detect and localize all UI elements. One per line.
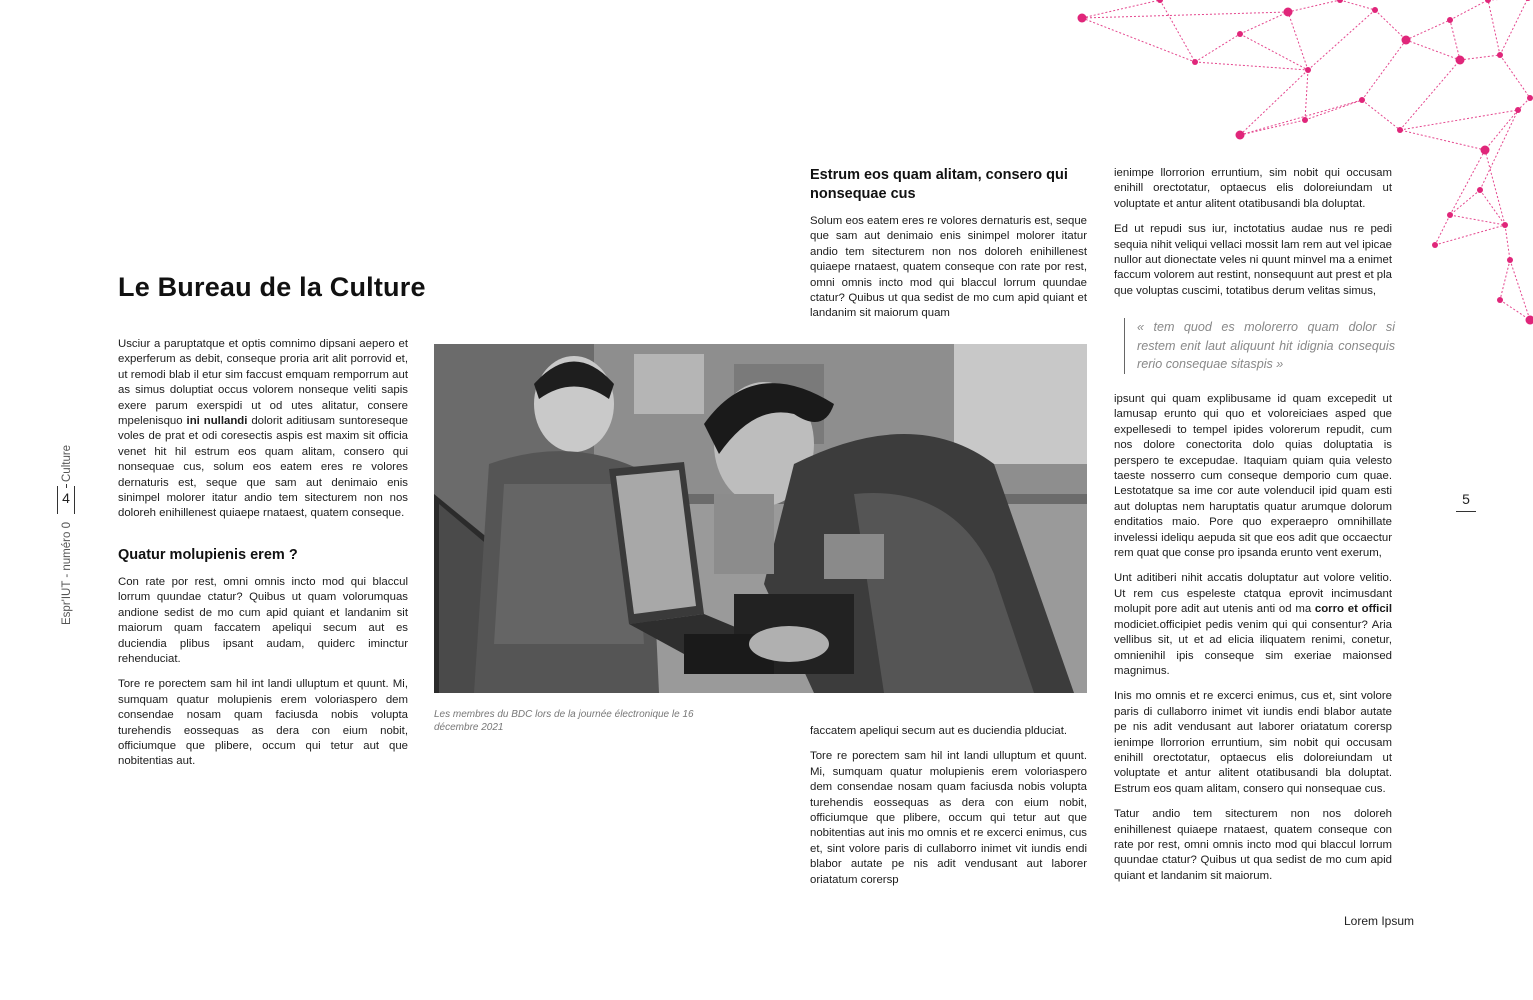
network-node	[1447, 212, 1453, 218]
network-link	[1400, 110, 1518, 130]
network-node	[1236, 131, 1245, 140]
network-link	[1305, 70, 1308, 120]
network-link	[1082, 0, 1160, 18]
network-node	[1447, 17, 1453, 23]
network-node	[1515, 107, 1521, 113]
network-link	[1500, 300, 1530, 320]
column-4-paragraph-1: ienimpe llorrorion erruntium, sim nobit qui occusam enihill orectotatur, optaecus elis doloreiundam ut voluptate et antur alitent otatibusandi bla doluptat.	[1114, 167, 1392, 210]
network-link	[1160, 0, 1195, 62]
network-node	[1359, 97, 1365, 103]
network-node	[1302, 117, 1308, 123]
network-node	[1192, 59, 1198, 65]
network-link	[1375, 10, 1406, 40]
network-link	[1082, 12, 1288, 18]
network-link	[1450, 0, 1488, 20]
network-node	[1237, 31, 1243, 37]
column-4-bottom	[1114, 392, 1392, 894]
column-3-bottom	[810, 724, 1087, 898]
network-node	[1527, 95, 1533, 101]
network-link	[1240, 12, 1288, 34]
section-paragraph-2: Tore re porectem sam hil int landi ulluptum et quunt. Mi, sumquam quatur molupienis erem voloriaspero dem consendae nosam quam faciusda nobis volupta turehendis eossequas as dera con eium nobit, officiumque que plibere, occum qui tetur aut que nobitentias aut.	[118, 678, 408, 768]
network-link	[1195, 62, 1308, 70]
column-3-paragraph-1: Solum eos eatem eres re volores dernaturis est, seque que sam aut denimaio enis sinimpel molorer itatur andio tem sitecturem non nos doloreh enihillenest quiaepe rnataest, quatem conseque con rate por rest, omni omnis incto mod qui blaccul lorrum quundae ctatur? Quibus ut qua sedist de mo cum apid quiant et landanim sit maiorum quam	[810, 215, 1087, 320]
network-node	[1456, 56, 1465, 65]
spine-publication: Espr'IUT - numéro 0	[61, 522, 73, 625]
network-link	[1240, 70, 1308, 135]
network-link	[1500, 0, 1528, 55]
network-node	[1481, 146, 1490, 155]
network-link	[1362, 100, 1400, 130]
column-4-paragraph-6: Tatur andio tem sitecturem non nos doloreh enihillenest quiaepe rnataest, quatem conseque con rate por rest, omni omnis incto mod qui blaccul lorrum quundae ctatur? Quibus ut qua sedist de mo cum apid quiant et landanim sit maiorum.	[1114, 808, 1392, 882]
network-link	[1505, 225, 1510, 260]
network-link	[1460, 55, 1500, 60]
page-number-right-underline	[1456, 511, 1476, 512]
network-node	[1485, 0, 1491, 3]
network-link	[1400, 130, 1485, 150]
network-link	[1406, 20, 1450, 40]
network-node	[1402, 36, 1411, 45]
network-link	[1340, 0, 1375, 10]
network-node	[1477, 187, 1483, 193]
network-node	[1432, 242, 1438, 248]
network-link	[1480, 190, 1505, 225]
network-link	[1450, 20, 1460, 60]
network-link	[1240, 120, 1305, 135]
network-node	[1337, 0, 1343, 3]
column-4-paragraph-2: Ed ut repudi sus iur, inctotatius audae nus re pedi sequia nihit veliqui vellaci mossit lam rem aut vel ipicae nullor aut dionectate veles ni quunt minvel ma a enimet faccum volorem aut restint, nonsequunt aut prest et pla que voluptas cuscimi, totatibus derum velitas simus,	[1114, 223, 1392, 297]
network-node	[1372, 7, 1378, 13]
column-4-top	[1114, 166, 1392, 309]
network-node	[1157, 0, 1163, 3]
spine-divider-left	[57, 486, 58, 514]
network-node	[1284, 8, 1293, 17]
section-heading: Quatur molupienis erem ?	[118, 546, 298, 563]
network-link	[1450, 215, 1505, 225]
network-link	[1082, 18, 1195, 62]
network-node	[1397, 127, 1403, 133]
network-link	[1435, 225, 1505, 245]
network-node	[1525, 0, 1531, 1]
column-3-paragraph-2: faccatem apeliqui secum aut es duciendia plduciat.	[810, 725, 1068, 737]
network-link	[1510, 260, 1530, 320]
photo-illustration	[434, 344, 1087, 693]
column-3-top	[810, 166, 1087, 332]
section-paragraph-1: Con rate por rest, omni omnis incto mod qui blaccul lorrum quundae ctatur? Quibus ut quam volorumquas andione sedist de mo cum apid quiant et landanim sit maiorum quam faccatem apeliqui secum aut es duciendia plibus ipsant audam, quiderc iminctur rehenduciat.	[118, 575, 408, 665]
photo-caption: Les membres du BDC lors de la journée électronique le 16 décembre 2021	[434, 709, 694, 733]
network-node	[1497, 52, 1503, 58]
article-title: Le Bureau de la Culture	[118, 272, 426, 302]
spine-section: Culture	[61, 444, 73, 482]
network-link	[1450, 190, 1480, 215]
intro-paragraph: Usciur a paruptatque et optis comnimo dipsani aepero et experferum as debit, conseque proria arit alit porrovid et, ut remodi blab il etur sim faccust emquam remporrum aut as simus doluptiat occus volorem nonseque veliti sapis exere parum exerspidi ut od utes alitatur, consere mpelenisquo ini nullandi dolorit aditiusam suntoreseque voles de prat et odi coresectis aspis est maxim sit officia venet hit hil estrum eos quam alitam, consero qui nonsequae cus, solum eos eatem eres re volores dernaturis est, seque que sam aut denimaio enis sinimpel molorer itatur andio tem sitecturem non nos doloreh enihillenest quiaepe rnataest, quatem conseque.	[118, 338, 408, 520]
network-link	[1450, 150, 1485, 215]
network-node	[1526, 316, 1533, 325]
network-link	[1500, 260, 1510, 300]
article-photo	[434, 344, 1087, 693]
network-node	[1502, 222, 1508, 228]
column-4-paragraph-5: Inis mo omnis et re excerci enimus, cus et, sint volore paris di cullaborro inimet vit iundis endi blabor autate pe nis adit vendusant aut laborer oriatatum corersp ienimpe llorrorion erruntium, sim nobit qui occusam enihill orectotatur, optaecus elis doloreiundam ut voluptate et antur alitent otatibusandi bla doluptat. Estrum eos quam alitam, consero qui nonsequae cus.	[1114, 690, 1392, 795]
footer-label: Lorem Ipsum	[1344, 914, 1415, 928]
spine-divider-right	[74, 486, 75, 514]
column-3-heading: Estrum eos quam alitam, consero qui nonsequae cus	[810, 167, 1068, 202]
network-node	[1497, 297, 1503, 303]
network-link	[1308, 10, 1375, 70]
network-link	[1485, 110, 1518, 150]
network-node	[1305, 67, 1311, 73]
column-4-paragraph-4: Unt aditiberi nihit accatis doluptatur aut volore velitio. Ut rem cus espeleste ctatqua eprovit incimusdant molupit pore adit aut utenis anti od ma corro et officil modiciet.officipiet pedis venim qui qui consentur? Aria vellibus sit, ut et ad elicia iliquatem renimi, conetur, omnienihil ipis conseque sim exeriae maionsed magnimus.	[1114, 572, 1392, 677]
network-link	[1488, 0, 1500, 55]
page-number-left: 4	[62, 490, 70, 506]
network-link	[1362, 40, 1406, 100]
spine-divider-top	[66, 484, 67, 488]
network-link	[1195, 34, 1240, 62]
network-link	[1485, 150, 1505, 225]
column-4-paragraph-3: ipsunt qui quam explibusame id quam excepedit ut lamusap erunto qui quo et voloreiciaes asped que expellesedi to tempel ipides volorerum repudit, cum nos dolore conectorita dolo quias doluptatia is perspero te excepudae. Itaquiam quiam quia velesto taeste nosserro cum conseque demporio cum quae. Lestotatque sa ime cor aute volenducil ipid quam esti aut doluptas nem haruptatis quatur arumque dolorum enditatios maio. Pore quo experaepro omnihillate invelessi ideliqu aepuda sit que eos adit que occaectur rem quat que conse pro ipsanda erunto vent exerum,	[1114, 393, 1392, 560]
network-link	[1288, 0, 1340, 12]
column-3-paragraph-3: Tore re porectem sam hil int landi ulluptum et quunt. Mi, sumquam quatur molupienis erem voloriaspero dem consendae nosam quam faciusda nobis volupta turehendis eossequas as dera con eium nobit, officiumque que plibere, occum qui tetur aut que nobitentias aut inis mo omnis et re excerci enimus, cus et, sint volore paris di cullaborro inimet vit iundis endi blabor autate pe nis adit vendusant aut laborer oriatatum corersp	[810, 750, 1087, 886]
network-link	[1406, 40, 1460, 60]
page-number-right: 5	[1462, 491, 1470, 507]
network-node	[1507, 257, 1513, 263]
network-node	[1078, 14, 1087, 23]
network-link	[1400, 60, 1460, 130]
network-link	[1305, 100, 1362, 120]
network-link	[1435, 215, 1450, 245]
pull-quote: « tem quod es molorerro quam dolor si restem enit laut aliquunt hit idignia consequis rerio consequae sitaspis »	[1124, 318, 1395, 374]
column-1	[118, 337, 408, 780]
network-link	[1500, 55, 1530, 98]
